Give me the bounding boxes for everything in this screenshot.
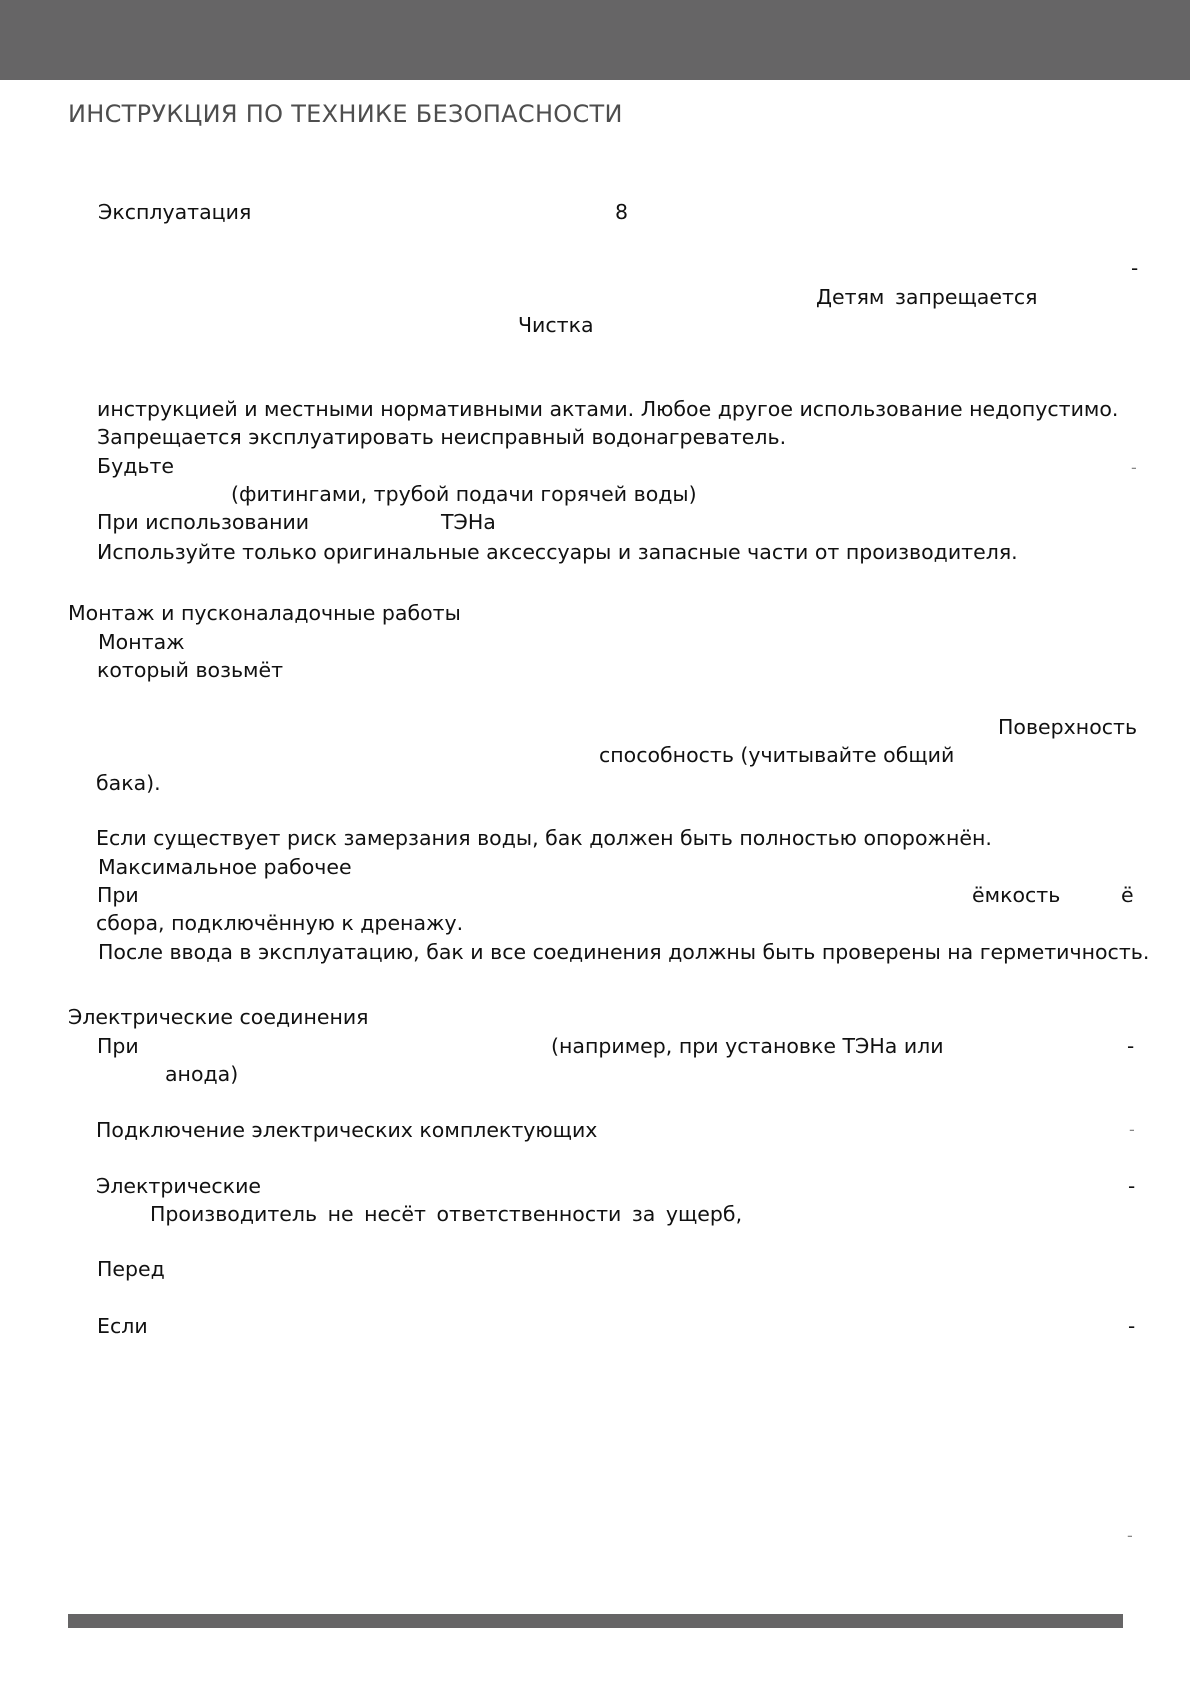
components-line: Подключение электрических комплектующих [96, 1118, 598, 1142]
leak-check-line: После ввода в эксплуатацию, бак и все соединения должны быть проверены на герметичность. [98, 940, 1150, 964]
electrical-word: Электрические [96, 1174, 262, 1198]
heater-element-label: ТЭНа [441, 510, 496, 534]
freeze-risk-line: Если существует риск замерзания воды, бак должен быть полностью опорожнён. [96, 826, 992, 850]
before-label: Перед [97, 1257, 165, 1281]
electrical-when: При [97, 1034, 139, 1058]
anode-label: анода) [165, 1062, 239, 1086]
yo-letter: ё [1121, 883, 1134, 907]
operation-line-6: Используйте только оригинальные аксессуары и запасные части от производителя. [97, 540, 1018, 564]
if-label: Если [97, 1314, 148, 1338]
header-band [0, 0, 1190, 80]
operation-line-2: Запрещается эксплуатировать неисправный водонагреватель. [97, 425, 787, 449]
installation-heading: Монтаж и пусконаладочные работы [68, 601, 461, 625]
container-label: ёмкость [972, 883, 1061, 907]
hyphen-mark: - [1128, 1174, 1136, 1198]
max-pressure-line: Максимальное рабочее [98, 855, 352, 879]
surface-label: Поверхность [998, 715, 1138, 739]
electrical-heading: Электрические соединения [68, 1005, 369, 1029]
operation-line-5: При использовании [97, 510, 310, 534]
cleaning-label: Чистка [518, 313, 594, 337]
drain-line: сбора, подключённую к дренажу. [96, 911, 464, 935]
hyphen-mark: - [1131, 458, 1137, 477]
hyphen-mark: - [1128, 1314, 1136, 1338]
installation-line-2: который возьмёт [97, 658, 284, 682]
exploitation-label: Эксплуатация [98, 200, 252, 224]
installation-line-1: Монтаж [98, 630, 185, 654]
hyphen-mark: - [1131, 256, 1139, 280]
operation-line-3: Будьте [97, 454, 175, 478]
capacity-label: способность (учитывайте общий [599, 743, 955, 767]
operation-line-1: инструкцией и местными нормативными актами. Любое другое использование недопустимо. [97, 397, 1119, 421]
installation-when: При [97, 883, 139, 907]
liability-line: Производитель не несёт ответственности за ущерб, [150, 1202, 743, 1226]
hyphen-mark: - [1129, 1120, 1135, 1139]
tank-close-label: бака). [96, 771, 161, 795]
operation-line-4: (фитингами, трубой подачи горячей воды) [231, 482, 697, 506]
hyphen-mark: - [1127, 1034, 1135, 1058]
page-title: ИНСТРУКЦИЯ ПО ТЕХНИКЕ БЕЗОПАСНОСТИ [68, 100, 623, 128]
age-number: 8 [615, 200, 629, 224]
forbidden-label: запрещается [895, 285, 1038, 309]
electrical-example: (например, при установке ТЭНа или [551, 1034, 944, 1058]
hyphen-mark: - [1127, 1526, 1133, 1545]
children-label: Детям [816, 285, 885, 309]
footer-bar [68, 1614, 1123, 1628]
